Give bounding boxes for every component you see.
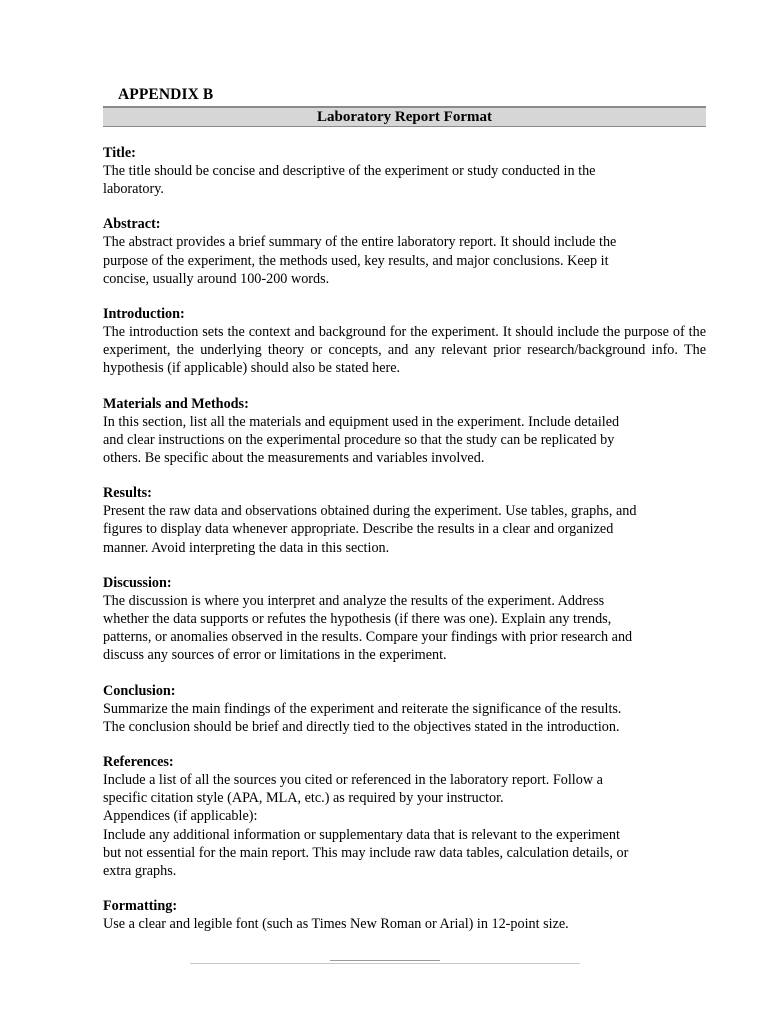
section-heading: Formatting: — [103, 898, 178, 915]
section-introduction — [103, 305, 706, 378]
section-line: figures to display data whenever appropriate. Describe the results in a clear and organized — [103, 521, 614, 538]
section-line: Summarize the main findings of the experiment and reiterate the significance of the results. — [103, 700, 622, 717]
section-heading: Introduction: — [103, 306, 185, 323]
document-title-bar — [103, 106, 706, 127]
section-line: Appendices (if applicable): — [103, 808, 258, 825]
section-heading: Title: — [103, 145, 136, 161]
section-abstract — [103, 215, 706, 288]
section-heading: Abstract: — [103, 216, 161, 233]
section-materials-methods — [103, 395, 706, 468]
section-heading: References: — [103, 754, 174, 771]
document-body — [103, 144, 706, 950]
section-discussion — [103, 574, 706, 665]
section-paragraph: The introduction sets the context and background for the experiment. It should include the purpose of the experiment, the underlying theory or concepts, and any relevant prior research/background info. The hypothesis (if applicable) should also be stated here. — [103, 324, 706, 377]
section-references — [103, 753, 706, 880]
section-results — [103, 484, 706, 557]
section-line: specific citation style (APA, MLA, etc.) as required by your instructor. — [103, 790, 504, 807]
section-line: laboratory. — [103, 181, 164, 198]
section-line: The discussion is where you interpret and analyze the results of the experiment. Address — [103, 592, 605, 609]
section-heading: Results: — [103, 485, 152, 502]
section-line: others. Be specific about the measurements and variables involved. — [103, 450, 485, 467]
section-line: but not essential for the main report. This may include raw data tables, calculation details, or — [103, 844, 629, 861]
section-heading: Materials and Methods: — [103, 395, 249, 412]
section-line: In this section, list all the materials and equipment used in the experiment. Include detailed — [103, 413, 620, 430]
section-title — [103, 144, 706, 198]
section-line: Present the raw data and observations obtained during the experiment. Use tables, graphs, and — [103, 503, 637, 520]
appendix-label: APPENDIX B — [118, 86, 214, 103]
footer-rule-light — [190, 963, 580, 964]
section-line: Include any additional information or supplementary data that is relevant to the experiment — [103, 826, 620, 843]
section-line: patterns, or anomalies observed in the results. Compare your findings with prior research and — [103, 629, 633, 646]
section-line: concise, usually around 100-200 words. — [103, 270, 330, 287]
document-title: Laboratory Report Format — [317, 109, 492, 125]
section-line: The title should be concise and descriptive of the experiment or study conducted in the — [103, 163, 596, 179]
section-line: purpose of the experiment, the methods used, key results, and major conclusions. Keep it — [103, 252, 609, 269]
footer-rule-dark — [330, 960, 440, 961]
section-line: extra graphs. — [103, 863, 177, 880]
footer-rule — [130, 960, 640, 968]
section-line: manner. Avoid interpreting the data in this section. — [103, 539, 390, 556]
section-heading: Discussion: — [103, 574, 172, 591]
section-line: and clear instructions on the experimental procedure so that the study can be replicated by — [103, 431, 615, 448]
section-line: discuss any sources of error or limitations in the experiment. — [103, 647, 447, 664]
section-conclusion — [103, 682, 706, 736]
section-line: The conclusion should be brief and directly tied to the objectives stated in the introduction. — [103, 718, 620, 735]
section-line: whether the data supports or refutes the hypothesis (if there was one). Explain any trends, — [103, 611, 612, 628]
section-formatting — [103, 897, 706, 933]
section-line: The abstract provides a brief summary of the entire laboratory report. It should include the — [103, 234, 617, 251]
section-heading: Conclusion: — [103, 682, 176, 699]
section-line: Use a clear and legible font (such as Times New Roman or Arial) in 12-point size. — [103, 916, 569, 933]
section-line: Include a list of all the sources you cited or referenced in the laboratory report. Follow a — [103, 772, 603, 789]
